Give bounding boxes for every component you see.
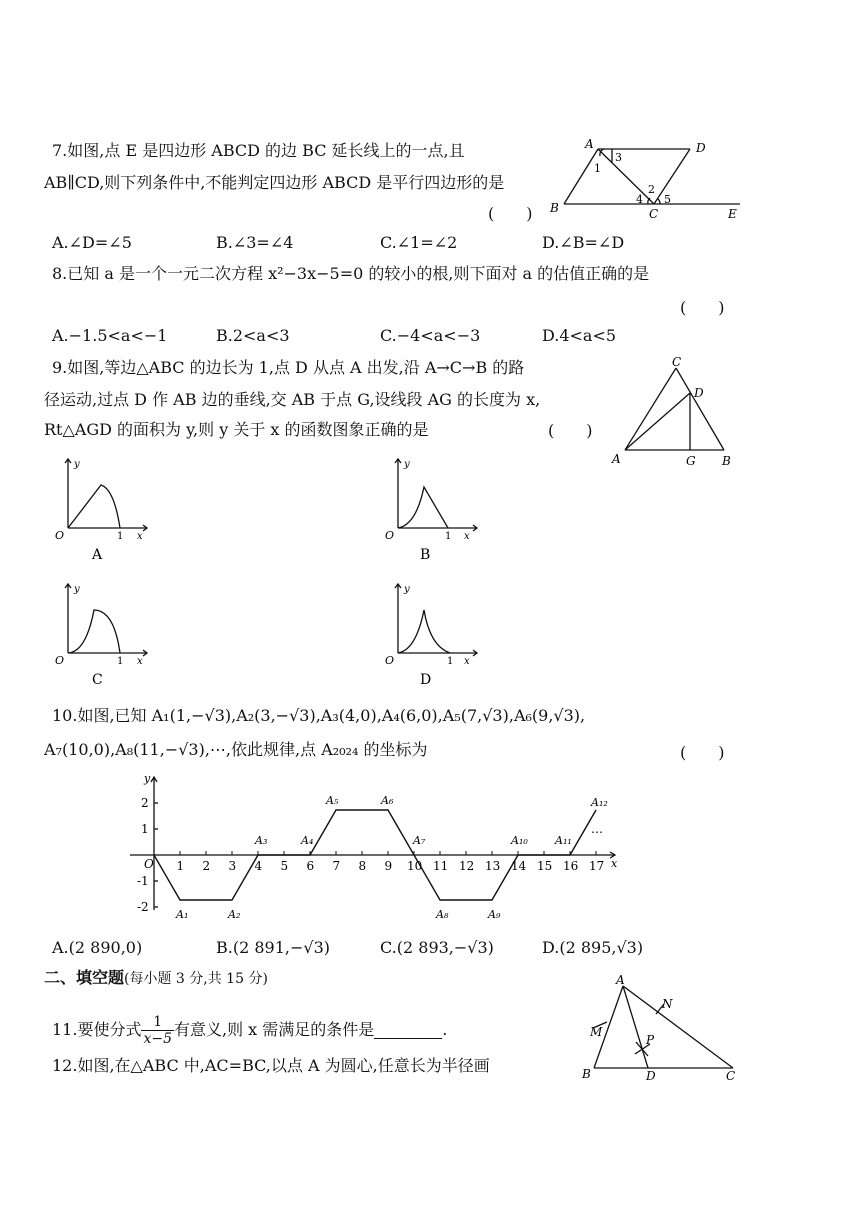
q12-label-a: A [616,973,625,987]
q10-x-tick-label: 7 [332,859,341,873]
q10-point-a11: A₁₁ [555,834,572,847]
q9-label-c: C [672,355,682,369]
q8-line1: 8.已知 a 是一个一元二次方程 x²−3x−5=0 的较小的根,则下面对 a 的估值正确的是 [52,264,650,283]
q10-point-a10: A₁₀ [511,834,528,847]
q10-option-a: A.(2 890,0) [52,938,143,957]
q9-graph-d-x-label: x [464,656,470,667]
q9-graph-b-y-label: y [404,459,410,470]
section-title [44,968,268,989]
q12-label-n: N [662,997,673,1011]
q10-x-tick-label: 9 [384,859,393,873]
q9-label-b: B [722,454,731,468]
q9-graph-a-x-label: x [137,531,143,542]
q9-graph-d-option: D [420,672,432,688]
q10-point-a8: A₈ [436,908,449,920]
q9-graph-a-origin: O [55,529,65,542]
q10-point-a2: A₂ [228,908,241,920]
q10-point-a9: A₉ [488,908,501,920]
q7-angle-5: 5 [664,193,671,206]
q12-label-m: M [590,1025,603,1039]
q9-graph-c-option: C [92,672,103,688]
q11-fraction [141,1014,174,1047]
q9-graph-a [52,455,157,565]
q10-y-tick-1: 1 [141,822,149,836]
q10-point-a7: A₇ [413,834,426,847]
q9-line2: 径运动,过点 D 作 AB 边的垂线,交 AB 于点 G,设线段 AG 的长度为 x, [44,390,541,409]
q10-line1: 10.如图,已知 A₁(1,−√3),A₂(3,−√3),A₃(4,0),A₄(6,0),A₅(7,√3),A₆(9,√3), [52,706,586,725]
q8-option-c: C.−4<a<−3 [380,326,481,345]
q11-fraction-numerator: 1 [141,1014,174,1031]
q8-answer-paren: ( ) [680,298,725,317]
q10-x-tick-label: 4 [254,859,263,873]
q12-label-d: D [646,1069,656,1083]
q12-label-b: B [582,1067,591,1081]
q9-line3: Rt△AGD 的面积为 y,则 y 关于 x 的函数图象正确的是 [44,420,429,439]
q10-x-tick-label: 5 [280,859,289,873]
q7-label-e: E [728,207,737,221]
q10-x-tick-label: 6 [306,859,315,873]
q10-ellipsis: ⋯ [591,825,603,839]
q10-x-tick-label: 13 [485,859,501,873]
q9-graph-b-origin: O [385,529,395,542]
q9-label-a: A [612,452,621,466]
q9-graph-c-y-label: y [74,584,80,595]
q9-graph-d-y-label: y [404,584,410,595]
q8-option-b: B.2<a<3 [216,326,290,345]
q10-point-a1: A₁ [176,908,189,920]
q9-graph-c-origin: O [55,654,65,667]
q9-graph-b-tick-1: 1 [445,531,452,542]
q11-answer-blank[interactable] [374,1022,442,1039]
q7-label-c: C [649,207,659,221]
q7-option-d: D.∠B=∠D [542,233,625,252]
q11-end: . [442,1020,448,1039]
q10-option-b: B.(2 891,−√3) [216,938,330,957]
q10-x-tick-label: 1 [176,859,185,873]
q10-x-tick-label: 15 [537,859,553,873]
q10-y-tick-neg1: -1 [137,874,149,888]
q11-fraction-denominator: x−5 [143,1030,172,1047]
q10-y-tick-neg2: -2 [137,900,149,914]
q10-point-a3: A₃ [255,834,268,847]
q7-option-a: A.∠D=∠5 [52,233,132,252]
q10-x-tick-label: 17 [589,859,605,873]
q9-triangle-figure [610,355,745,470]
q10-x-tick-label: 2 [202,859,211,873]
q10-y-axis-label: y [144,772,151,785]
q12-label-c: C [726,1069,736,1083]
q7-option-c: C.∠1=∠2 [380,233,458,252]
q7-angle-3: 3 [615,151,622,164]
q10-x-tick-label: 14 [511,859,527,873]
q9-answer-paren: ( ) [548,421,593,440]
q10-line2: A₇(10,0),A₈(11,−√3),⋯,依此规律,点 A₂₀₂₄ 的坐标为 [44,740,428,759]
q7-label-b: B [550,201,559,215]
q9-graph-a-y-label: y [74,459,80,470]
q9-graph-a-tick-1: 1 [117,531,124,542]
q10-point-a12: A₁₂ [591,796,608,809]
q10-option-d: D.(2 895,√3) [542,938,644,957]
q11-prefix: 11.要使分式 [52,1020,142,1039]
section-title-text: 二、填空题 [44,968,125,987]
q10-point-a5: A₅ [326,794,339,807]
q7-angle-2: 2 [648,183,655,196]
q7-line1: 7.如图,点 E 是四边形 ABCD 的边 BC 延长线上的一点,且 [52,141,465,160]
q7-line2: AB∥CD,则下列条件中,不能判定四边形 ABCD 是平行四边形的是 [44,173,505,192]
q9-line1: 9.如图,等边△ABC 的边长为 1,点 D 从点 A 出发,沿 A→C→B 的路 [52,358,525,377]
q10-x-tick-label: 12 [459,859,475,873]
q12-label-p: P [646,1033,655,1047]
q9-label-g: G [686,454,696,468]
q9-graph-b [382,455,487,565]
q9-graph-b-x-label: x [464,531,470,542]
section-note: (每小题 3 分,共 15 分) [124,971,268,987]
q11-line [52,1010,447,1050]
q9-graph-c-tick-1: 1 [117,656,124,667]
q9-graph-d-tick-1: 1 [447,656,454,667]
q10-x-tick-label: 10 [407,859,423,873]
q10-x-tick-label: 11 [433,859,449,873]
q10-x-tick-label: 16 [563,859,579,873]
q8-option-a: A.−1.5<a<−1 [52,326,168,345]
q9-label-d: D [694,386,704,400]
q10-option-c: C.(2 893,−√3) [380,938,494,957]
q7-angle-1: 1 [594,162,601,175]
q10-x-tick-label: 3 [228,859,237,873]
q9-graph-c-x-label: x [137,656,143,667]
q9-graph-d-origin: O [385,654,395,667]
q9-graph-c [52,580,157,690]
q9-graph-a-option: A [92,547,103,563]
q12-line1: 12.如图,在△ABC 中,AC=BC,以点 A 为圆心,任意长为半径画 [52,1056,490,1075]
q10-point-a4: A₄ [301,834,314,847]
q10-point-a6: A₆ [381,794,394,807]
q10-coordinate-figure [125,772,635,920]
q7-angle-4: 4 [636,193,643,206]
q8-option-d: D.4<a<5 [542,326,617,345]
q12-triangle-figure [578,970,750,1085]
q9-graph-d [382,580,487,690]
q7-label-a: A [585,137,594,151]
q10-x-axis-label: x [611,857,618,870]
q7-answer-paren: ( ) [488,204,533,223]
q7-label-d: D [696,141,706,155]
q9-graph-b-option: B [420,547,431,563]
q10-x-tick-label: 8 [358,859,367,873]
q7-figure [540,132,750,222]
q10-answer-paren: ( ) [680,743,725,762]
q11-suffix: 有意义,则 x 需满足的条件是 [174,1020,375,1039]
q10-origin-label: O [144,857,154,871]
q10-y-tick-2: 2 [141,796,149,810]
q7-option-b: B.∠3=∠4 [216,233,294,252]
